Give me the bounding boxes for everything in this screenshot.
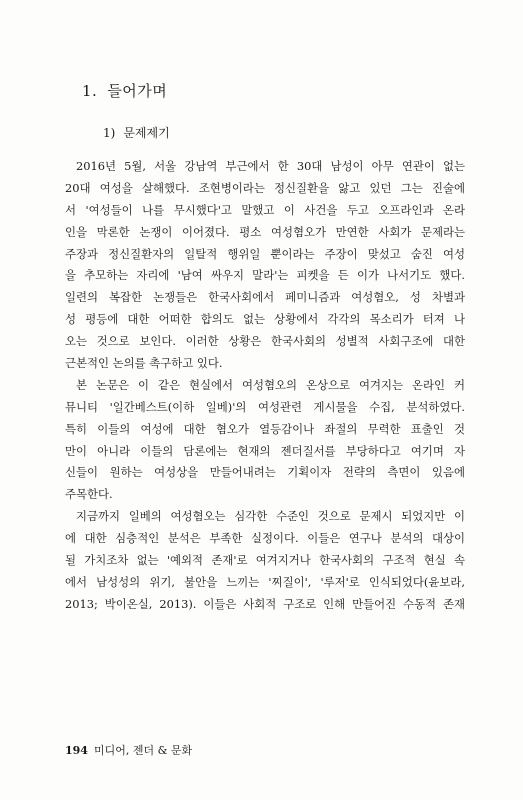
paragraph-line: 오는 것으로 보인다. 이러한 상황은 한국사회의 성별적 사회구조에 대한 — [65, 334, 465, 349]
paragraph-line: 2016년 5월, 서울 강남역 부근에서 한 30대 남성이 아무 연관이 없는 — [76, 159, 465, 173]
paragraph-line: 특히 이들의 여성에 대한 혐오가 열등감이나 좌절의 무력한 표출인 것 — [65, 421, 465, 436]
paragraph-line: 신들이 원하는 여성상을 만들어내려는 기획이자 전략의 측면이 있음에 — [65, 465, 465, 480]
page-number: 194 — [65, 744, 88, 757]
paragraph-line: 만이 아니라 이들의 담론에는 현재의 젠더질서를 부당하다고 여기며 자 — [65, 443, 465, 458]
subsection-heading — [103, 124, 170, 141]
paragraph-line: 될 가치조차 없는 '예외적 존재'로 여겨지거나 한국사회의 구조적 현실 속 — [65, 553, 465, 568]
subsection-number: 1) — [103, 126, 116, 140]
paragraph-line: 성 평등에 대한 어떠한 합의도 없는 상황에서 각각의 목소리가 터져 나 — [65, 312, 465, 327]
paragraph-line: 근본적인 논의를 촉구하고 있다. — [65, 356, 223, 371]
paragraph-line: 20대 여성을 살해했다. 조현병이라는 정신질환을 앓고 있던 그는 진술에 — [65, 180, 465, 195]
paragraph-line: 일련의 복잡한 논쟁들은 한국사회에서 페미니즘과 여성혐오, 성 차별과 — [65, 290, 465, 305]
paragraph-line: 에 대한 심층적인 분석은 부족한 실정이다. 이들은 연구나 분석의 대상이 — [65, 531, 465, 546]
paragraph-line: 주목한다. — [65, 487, 113, 502]
paragraph-line: 을 추모하는 자리에 '남여 싸우지 말라'는 피켓을 든 이가 나서기도 했다. — [65, 268, 465, 283]
section-heading — [82, 80, 167, 101]
paragraph-line: 뮤니티 '일간베스트(이하 일베)'의 여성관련 게시물을 수집, 분석하였다. — [65, 399, 465, 414]
section-title: 들어가며 — [107, 82, 168, 100]
paragraph-line: 서 '여성들이 나를 무시했다'고 말했고 이 사건을 두고 오프라인과 온라 — [65, 202, 465, 217]
paragraph-line: 2013; 박이온실, 2013). 이들은 사회적 구조로 인해 만들어진 수동적 존재 — [65, 596, 465, 611]
page-footer — [65, 742, 192, 758]
paragraph-line: 본 논문은 이 같은 현실에서 여성혐오의 온상으로 여겨지는 온라인 커 — [76, 377, 465, 392]
journal-title: 미디어, 젠더 & 문화 — [93, 744, 193, 757]
subsection-title: 문제제기 — [123, 126, 170, 140]
paragraph-line: 주장과 정신질환자의 일탈적 행위일 뿐이라는 주장이 맞섰고 숨진 여성 — [65, 246, 465, 261]
paragraph-line: 에서 남성성의 위기, 불안을 느끼는 '찌질이', '루저'로 인식되었다(윤보라, — [65, 574, 465, 589]
paragraph-line: 지금까지 일베의 여성혐오는 심각한 수준인 것으로 문제시 되었지만 이 — [76, 509, 465, 524]
section-number: 1. — [82, 82, 98, 100]
paragraph-line: 인을 막론한 논쟁이 이어졌다. 평소 여성혐오가 만연한 사회가 문제라는 — [65, 224, 465, 239]
body-text — [65, 156, 465, 616]
